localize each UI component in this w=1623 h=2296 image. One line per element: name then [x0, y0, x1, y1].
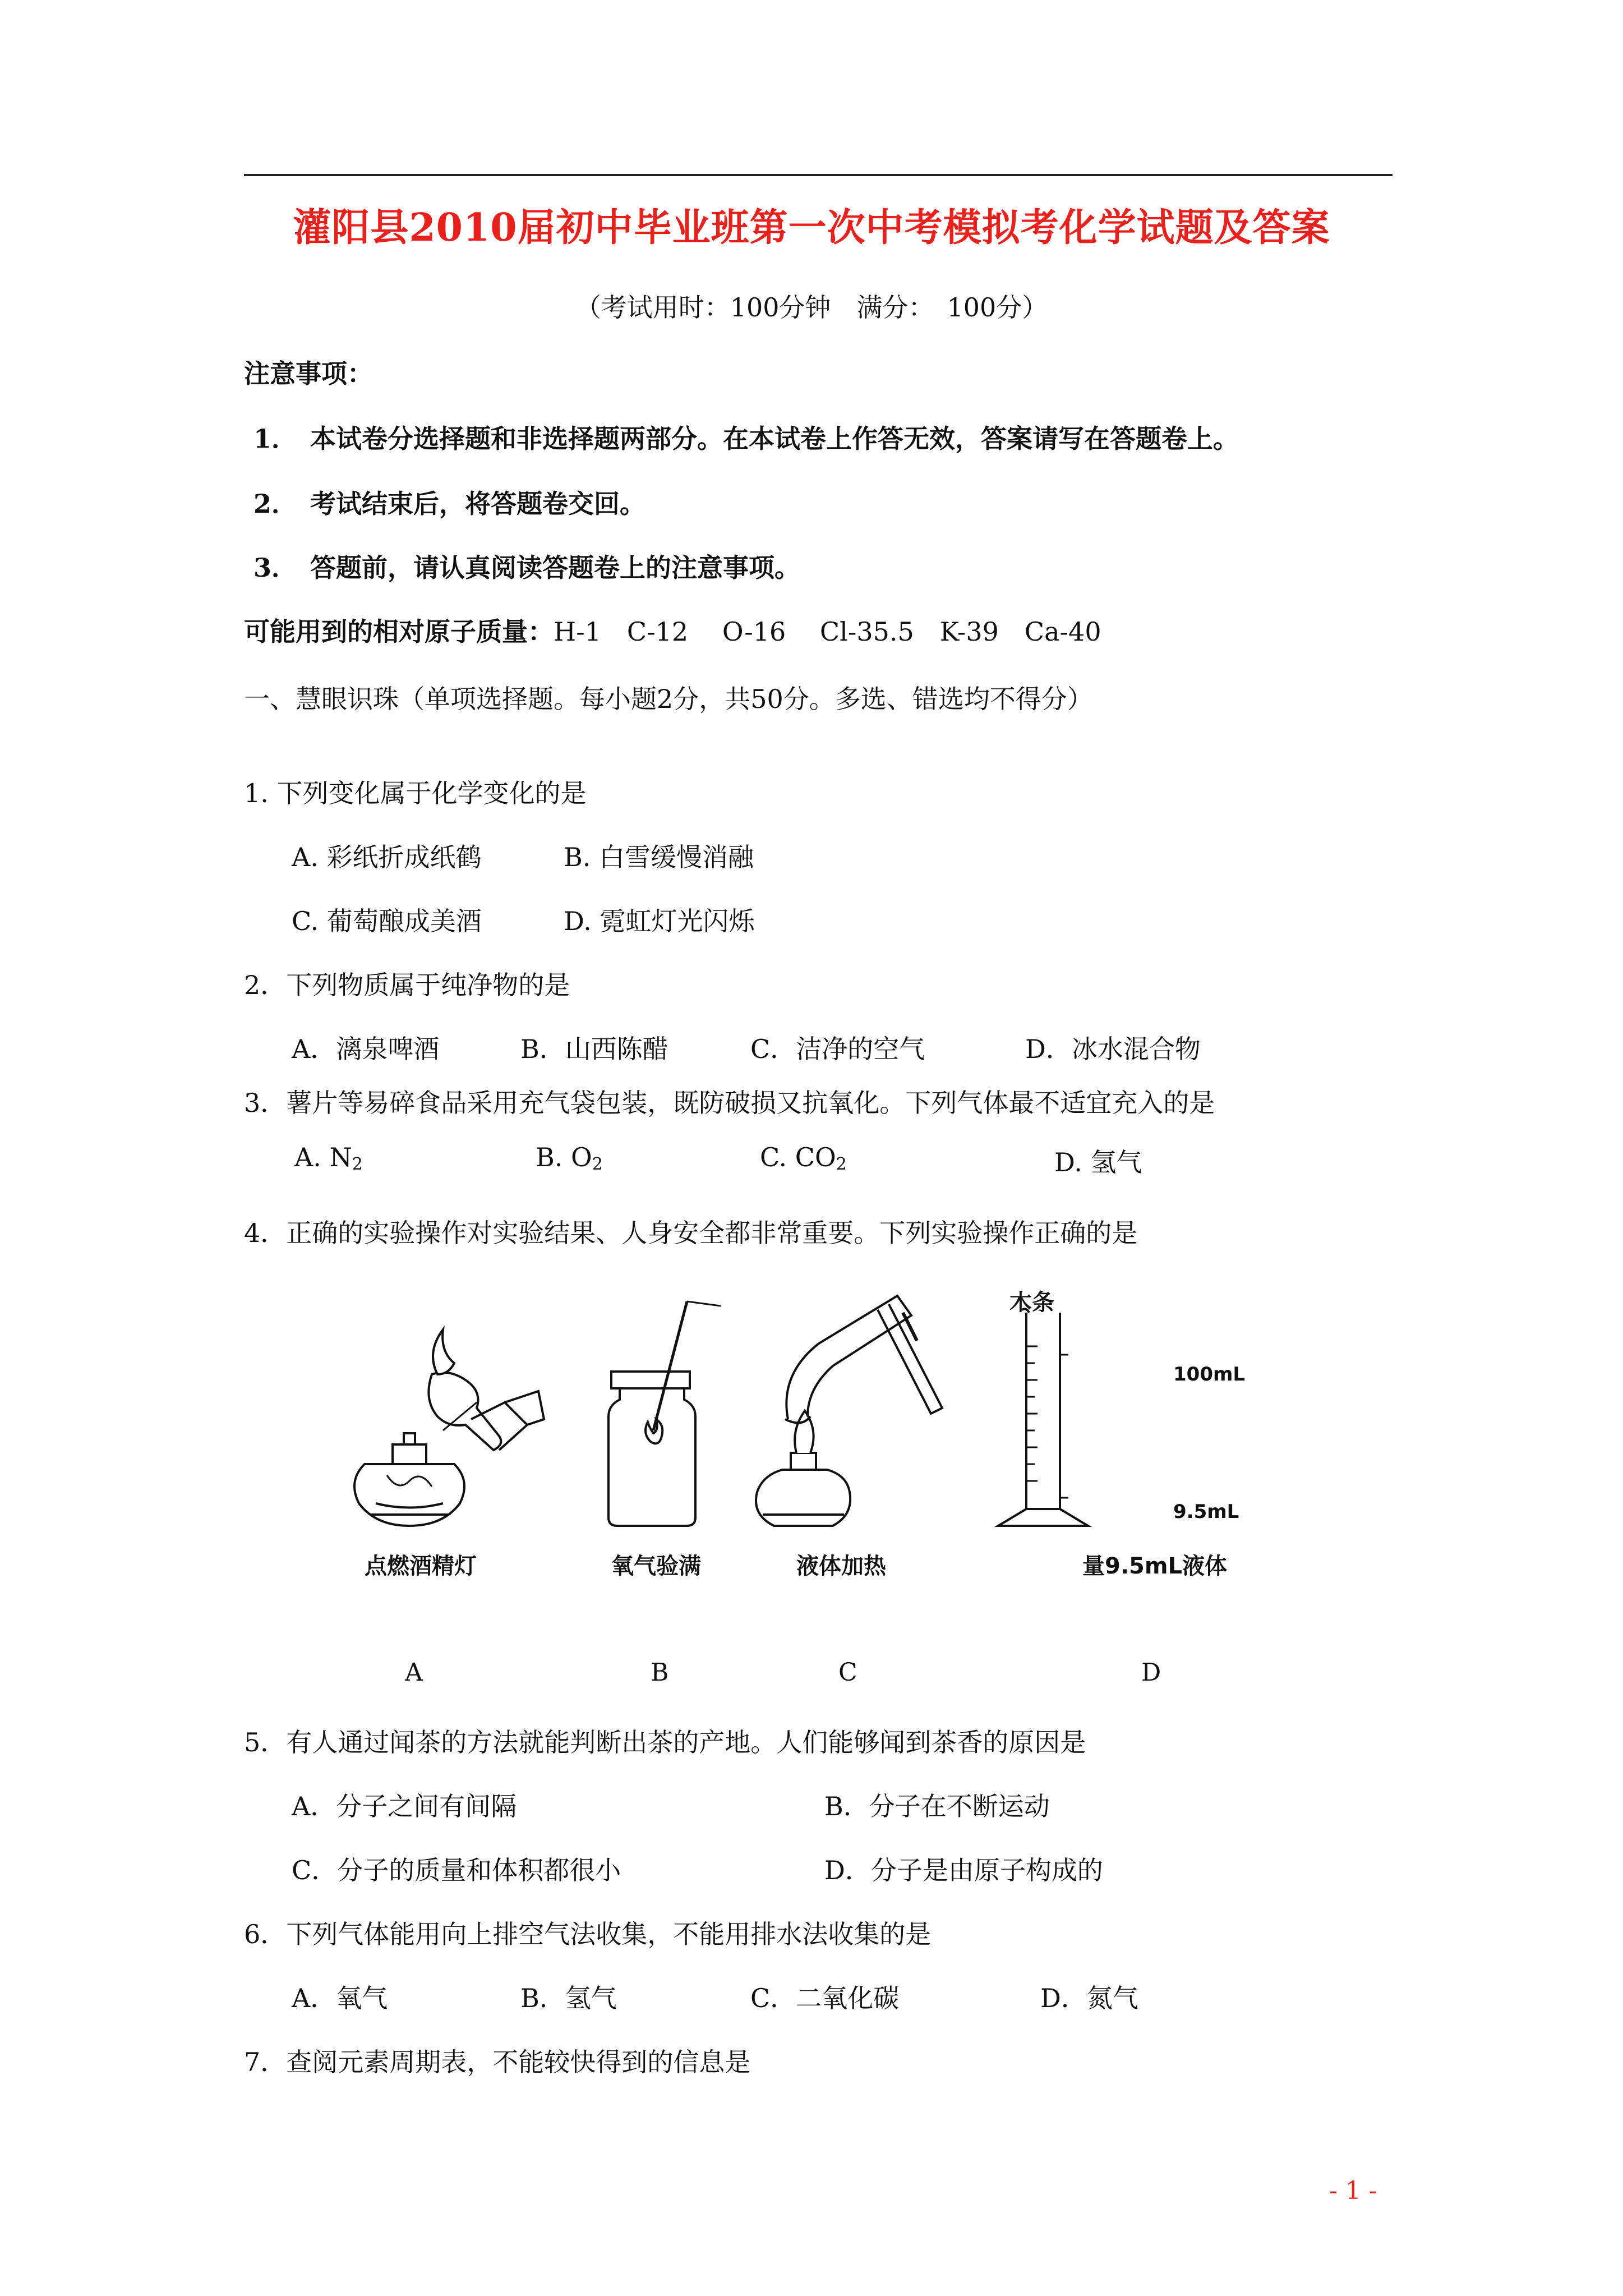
alcohol-lamp-drawing-a [354, 1329, 544, 1526]
notice-item-3: 3． 答题前，请认真阅读答题卷上的注意事项。 [253, 553, 801, 583]
atomic-mass-line [244, 611, 1101, 648]
question-3-option-b: B. $O_2$ [536, 1142, 603, 1174]
question-6-option-a: A．氧气 [292, 1983, 388, 2013]
question-5-option-c: C．分子的质量和体积都很小 [292, 1855, 621, 1885]
question-2-option-a: A．漓泉啤酒 [292, 1034, 440, 1064]
atomic-mass-values: H-1 C-12 O-16 Cl-35.5 K-39 Ca-40 [554, 616, 1101, 647]
question-3-stem: 3．薯片等易碎食品采用充气袋包装，既防破损又抗氧化。下列气体最不适宜充入的是 [244, 1088, 1215, 1118]
stick-label: 木条 [1009, 1290, 1054, 1315]
question-1-stem: 1. 下列变化属于化学变化的是 [244, 778, 587, 808]
question-2-option-b: B．山西陈醋 [520, 1034, 668, 1064]
gas-bottle-drawing-b [608, 1301, 721, 1526]
notice-item-2: 2． 考试结束后，将答题卷交回。 [253, 489, 646, 519]
question-1-option-a: A. 彩纸折成纸鹤 [292, 842, 482, 872]
question-2-option-c: C．洁净的空气 [750, 1034, 925, 1064]
caption-c: 液体加热 [796, 1553, 886, 1579]
notice-heading: 注意事项： [244, 358, 373, 389]
question-3-option-d: D. 氢气 [1054, 1147, 1142, 1177]
question-5-option-a: A．分子之间有间隔 [292, 1791, 517, 1821]
question-2-option-d: D．冰水混合物 [1025, 1034, 1201, 1064]
notice-item-1: 1． 本试卷分选择题和非选择题两部分。在本试卷上作答无效，答案请写在答题卷上。 [253, 424, 1239, 454]
page-number: - 1 - [1329, 2177, 1377, 2205]
question-6-option-c: C．二氧化碳 [750, 1983, 900, 2013]
question-3-option-a: A. $N_2$ [294, 1142, 363, 1174]
question-1-option-c: C. 葡萄酿成美酒 [292, 906, 482, 936]
figure-letter-a: A [405, 1658, 423, 1687]
caption-a: 点燃酒精灯 [365, 1553, 477, 1579]
cylinder-top-mark: 100mL [1173, 1363, 1246, 1386]
exam-info: （考试用时：100分钟 满分： 100分） [575, 292, 1048, 323]
question-1-option-b: B. 白雪缓慢消融 [564, 842, 754, 872]
question-5-option-d: D．分子是由原子构成的 [824, 1855, 1103, 1885]
question-1-option-d: D. 霓虹灯光闪烁 [564, 906, 755, 936]
cylinder-bottom-mark: 9.5mL [1173, 1501, 1239, 1523]
caption-d: 量9.5mL液体 [1082, 1553, 1228, 1579]
question-5-stem: 5．有人通过闻茶的方法就能判断出茶的产地。人们能够闻到茶香的原因是 [244, 1727, 1086, 1757]
question-2-stem: 2．下列物质属于纯净物的是 [244, 970, 570, 1000]
top-rule [244, 174, 1393, 176]
figure-letter-b: B [651, 1658, 669, 1687]
question-4-stem: 4．正确的实验操作对实验结果、人身安全都非常重要。下列实验操作正确的是 [244, 1218, 1138, 1248]
measuring-cylinder-drawing-d [998, 1309, 1088, 1526]
page-title: 灌阳县2010届初中毕业班第一次中考模拟考化学试题及答案 [293, 205, 1330, 250]
lab-operations-figure [314, 1290, 1324, 1582]
test-tube-heating-drawing-c [756, 1296, 942, 1526]
caption-b: 氧气验满 [611, 1553, 701, 1579]
question-6-option-b: B．氢气 [520, 1983, 617, 2013]
section-heading: 一、慧眼识珠（单项选择题。每小题2分，共50分。多选、错选均不得分） [244, 684, 1093, 714]
figure-letter-d: D [1141, 1658, 1161, 1687]
question-3-option-c: C. $CO_2$ [760, 1142, 847, 1174]
question-6-option-d: D．氮气 [1040, 1983, 1138, 2013]
figure-letter-c: C [838, 1658, 857, 1687]
question-5-option-b: B．分子在不断运动 [824, 1791, 1050, 1821]
atomic-mass-label: 可能用到的相对原子质量： [244, 616, 554, 647]
question-7-stem: 7．查阅元素周期表，不能较快得到的信息是 [244, 2047, 751, 2077]
question-6-stem: 6．下列气体能用向上排空气法收集，不能用排水法收集的是 [244, 1919, 932, 1949]
